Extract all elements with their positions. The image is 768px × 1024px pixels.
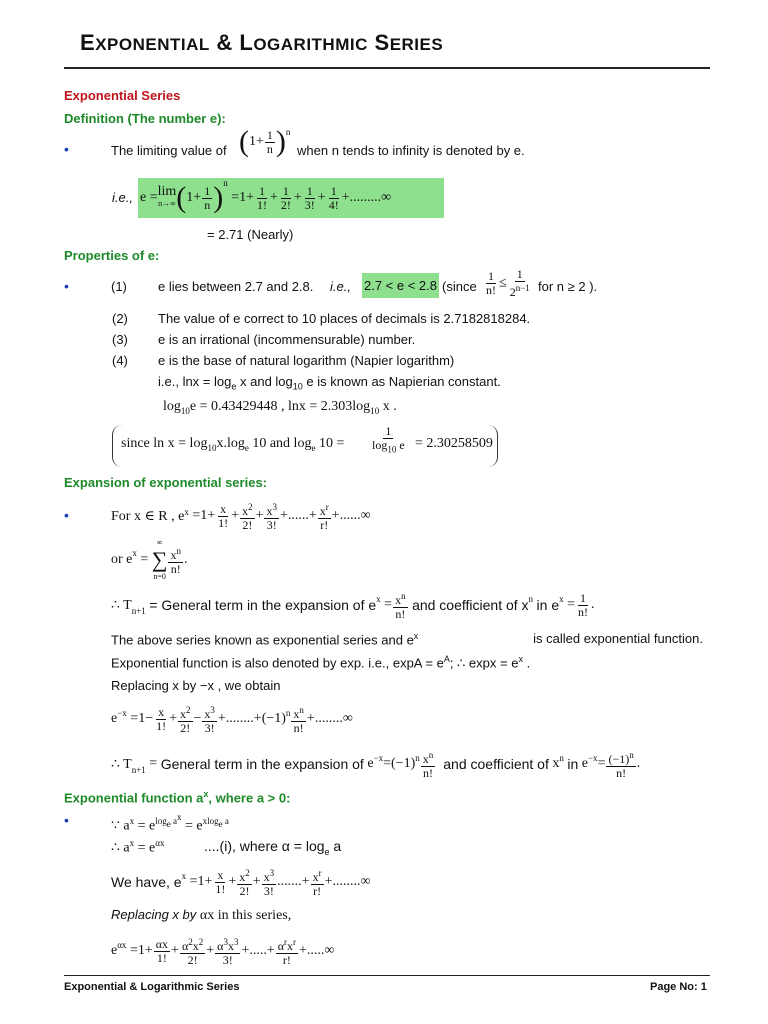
a-power-x-line: • ∵ $a^x = e^{log_e a^x} = e^{xlog_e a}$ <box>64 812 229 834</box>
e-approx: = 2.71 (Nearly) <box>207 227 294 242</box>
exp-notation: Exponential function is also denoted by exp. i.e., $\exp A = e^A$; ∴ $\exp x = e^x$ . <box>111 654 531 671</box>
e-minus-x-formula: e −x =1− $\frac{x}{1!}$ + $\frac{x^2}{2!}$ − $\frac{x^3}{3!}$ +........+(−1) $^n$ $\frac{x^n}{n!}$ +........∞ <box>111 704 353 735</box>
property-3: (3) e is an irrational (incommensurable) number. <box>112 332 416 347</box>
definition-line: • The limiting value of (1+ $\frac{1}{n}$ )$^n$ when n tends to infinity is denoted by e. <box>64 125 525 158</box>
bullet-icon: • <box>64 507 69 523</box>
property-4: (4) e is the base of natural logarithm (Napier logarithm) <box>112 353 455 368</box>
footer-title: Exponential & Logarithmic Series <box>64 981 240 993</box>
napierian-line: i.e., $\ln x = \log_e x$ and $\log_{10} e$ is known as Napierian constant. <box>158 374 501 392</box>
title-underline <box>64 67 710 69</box>
bullet-icon: • <box>64 278 69 294</box>
a-x-alpha-line: ∴ $a^x = e^{\alpha x}$ ....(i), where $\alpha = \log_e a$ <box>111 838 342 857</box>
property-2: (2) The value of e correct to 10 places of decimals is 2.7182818284. <box>112 311 531 326</box>
log-values-line: $\log_{10}e = 0.43429448$ , $\ln x = 2.303\log_{10}$ x . <box>163 399 397 416</box>
property-1: • (1) e lies between 2.7 and 2.8. i.e., 2.7 < e < 2.8 (since $\frac{1}{n!}$ ≤ $\frac{1}{2^{n-1}}$ for n ≥ 2 ). <box>64 267 598 299</box>
e-limit-formula: i.e., e = lim n→∞ ( 1+ $\frac{1}{n}$ ) $^n$ =1+ $\frac{1}{1!}$ + $\frac{1}{2!}$ + $\frac{1}{3!}$ + $\frac{1}{4!}$ +.........∞ <box>112 178 133 193</box>
expansion-heading: Expansion of exponential series: <box>64 475 267 490</box>
exp-function-heading: Exponential function $a^x$, where a > 0: <box>64 789 291 806</box>
bullet-icon: • <box>64 141 69 157</box>
general-term-minus-line: ∴ T n+1 = General term in the expansion of e $^{-x}$ =(−1) n $\frac{x^n}{n!}$ and coefficient of x $^n$ in e $^{-x}$ = $\frac{(-1)^n}{n!}$ . <box>111 749 641 780</box>
exp-series-note: The above series known as exponential series and $e^x$ is called exponential function. <box>111 631 703 648</box>
footer-divider <box>64 975 710 976</box>
bullet-icon: • <box>64 812 69 828</box>
exponential-series-heading: Exponential Series <box>64 88 181 103</box>
replacing-x-line: Replacing x by −x , we obtain <box>111 678 281 693</box>
properties-heading: Properties of e: <box>64 248 160 263</box>
page-number: Page No: 1 <box>650 981 707 993</box>
general-term-line: ∴ T $_{n+1}$ = General term in the expansion of e $^x$ = $\frac{x^n}{n!}$ and coefficient of x $^n$ in e $^x$ = $\frac{1}{n!}$ . <box>111 590 595 621</box>
definition-heading: Definition (The number e): <box>64 111 226 126</box>
replacing-alpha-line: Replacing x by αx in this series, <box>111 907 292 923</box>
e-x-series-line: We have, e $^x$ =1+ $\frac{x}{1!}$ + $\frac{x^2}{2!}$ + $\frac{x^3}{3!}$ .......+ $\frac{x^r}{r!}$ +........∞ <box>111 867 371 898</box>
ln10-relation: since $\ln x = \log_{10}x.\log_e$ 10 and $\log_e 10$ = $\frac{1}{\log_{10} e}$ = 2.30258509 <box>112 425 498 467</box>
sigma-formula: or e $^x$ = ∞ ∑ n=0 $\frac{x^n}{n!}$ . <box>111 538 188 581</box>
page-title: EXPONENTIAL & LOGARITHMIC SERIES <box>80 30 444 55</box>
e-alpha-x-formula: e αx =1+ $\frac{\alpha x}{1!}$ + $\frac{\alpha^2x^2}{2!}$ + $\frac{\alpha^3x^3}{3!}$ +.....+ $\frac{\alpha^rx^r}{r!}$ +.....∞ <box>111 936 335 967</box>
